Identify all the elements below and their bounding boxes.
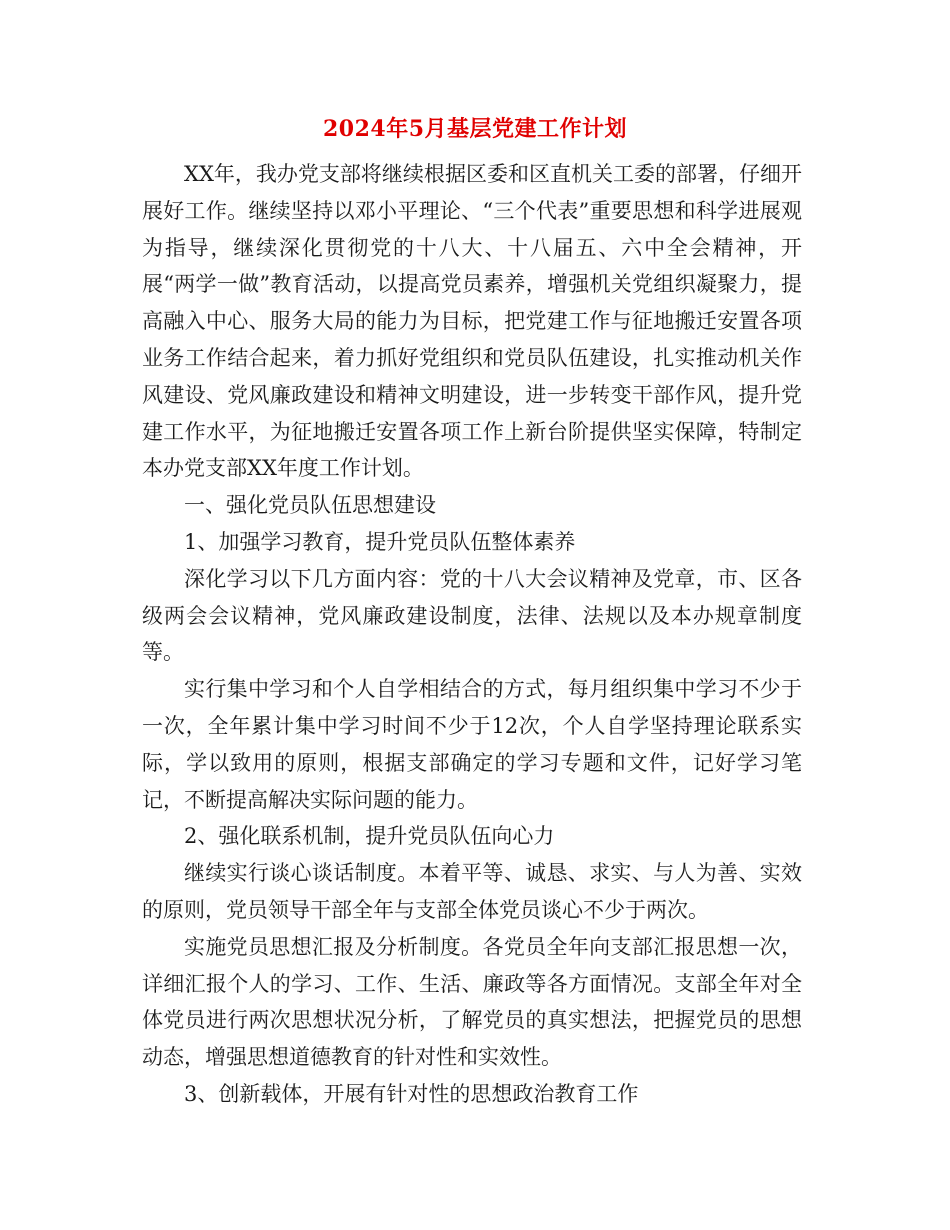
subsection-heading-1: 1、加强学习教育，提升党员队伍整体素养 [184,529,576,554]
paragraph-intro: XX年，我办党支部将继续根据区委和区直机关工委的部署，仔细开展好工作。继续坚持以邓小平理论、“三个代表”重要思想和科学进展观为指导，继续深化贯彻党的十八大、十八届五、六中全会精神，开展“两学一做”教育活动，以提高党员素养，增强机关党组织凝聚力，提高融入中心、服务大局的能力为目标，把党建工作与征地搬迁安置各项业务工作结合起来，着力抓好党组织和党员队伍建设，扎实推动机关作风建设、党风廉政建设和精神文明建设，进一步转变干部作风，提升党建工作水平，为征地搬迁安置各项工作上新台阶提供坚实保障，特制定本办党支部XX年度工作计划。 [142,162,802,481]
paragraph-study-content: 深化学习以下几方面内容：党的十八大会议精神及党章，市、区各级两会会议精神，党风廉政建设制度，法律、法规以及本办规章制度等。 [142,566,802,665]
paragraph-thought-report: 实施党员思想汇报及分析制度。各党员全年向支部汇报思想一次，详细汇报个人的学习、工作、生活、廉政等各方面情况。支部全年对全体党员进行两次思想状况分析，了解党员的真实想法，把握党员的思想动态，增强思想道德教育的针对性和实效性。 [142,934,802,1070]
paragraph-study-method: 实行集中学习和个人自学相结合的方式，每月组织集中学习不少于一次，全年累计集中学习时间不少于12次，个人自学坚持理论联系实际，学以致用的原则，根据支部确定的学习专题和文件，记好学习笔记，不断提高解决实际问题的能力。 [142,677,802,812]
subsection-heading-2: 2、强化联系机制，提升党员队伍向心力 [184,824,555,849]
document-title: 2024年5月基层党建工作计划 [322,116,628,142]
subsection-heading-3: 3、创新载体，开展有针对性的思想政治教育工作 [184,1081,639,1106]
paragraph-talk-system: 继续实行谈心谈话制度。本着平等、诚恳、求实、与人为善、实效的原则，党员领导干部全年与支部全体党员谈心不少于两次。 [142,861,802,922]
section-heading-1: 一、强化党员队伍思想建设 [184,493,436,518]
document-body [142,156,802,1113]
